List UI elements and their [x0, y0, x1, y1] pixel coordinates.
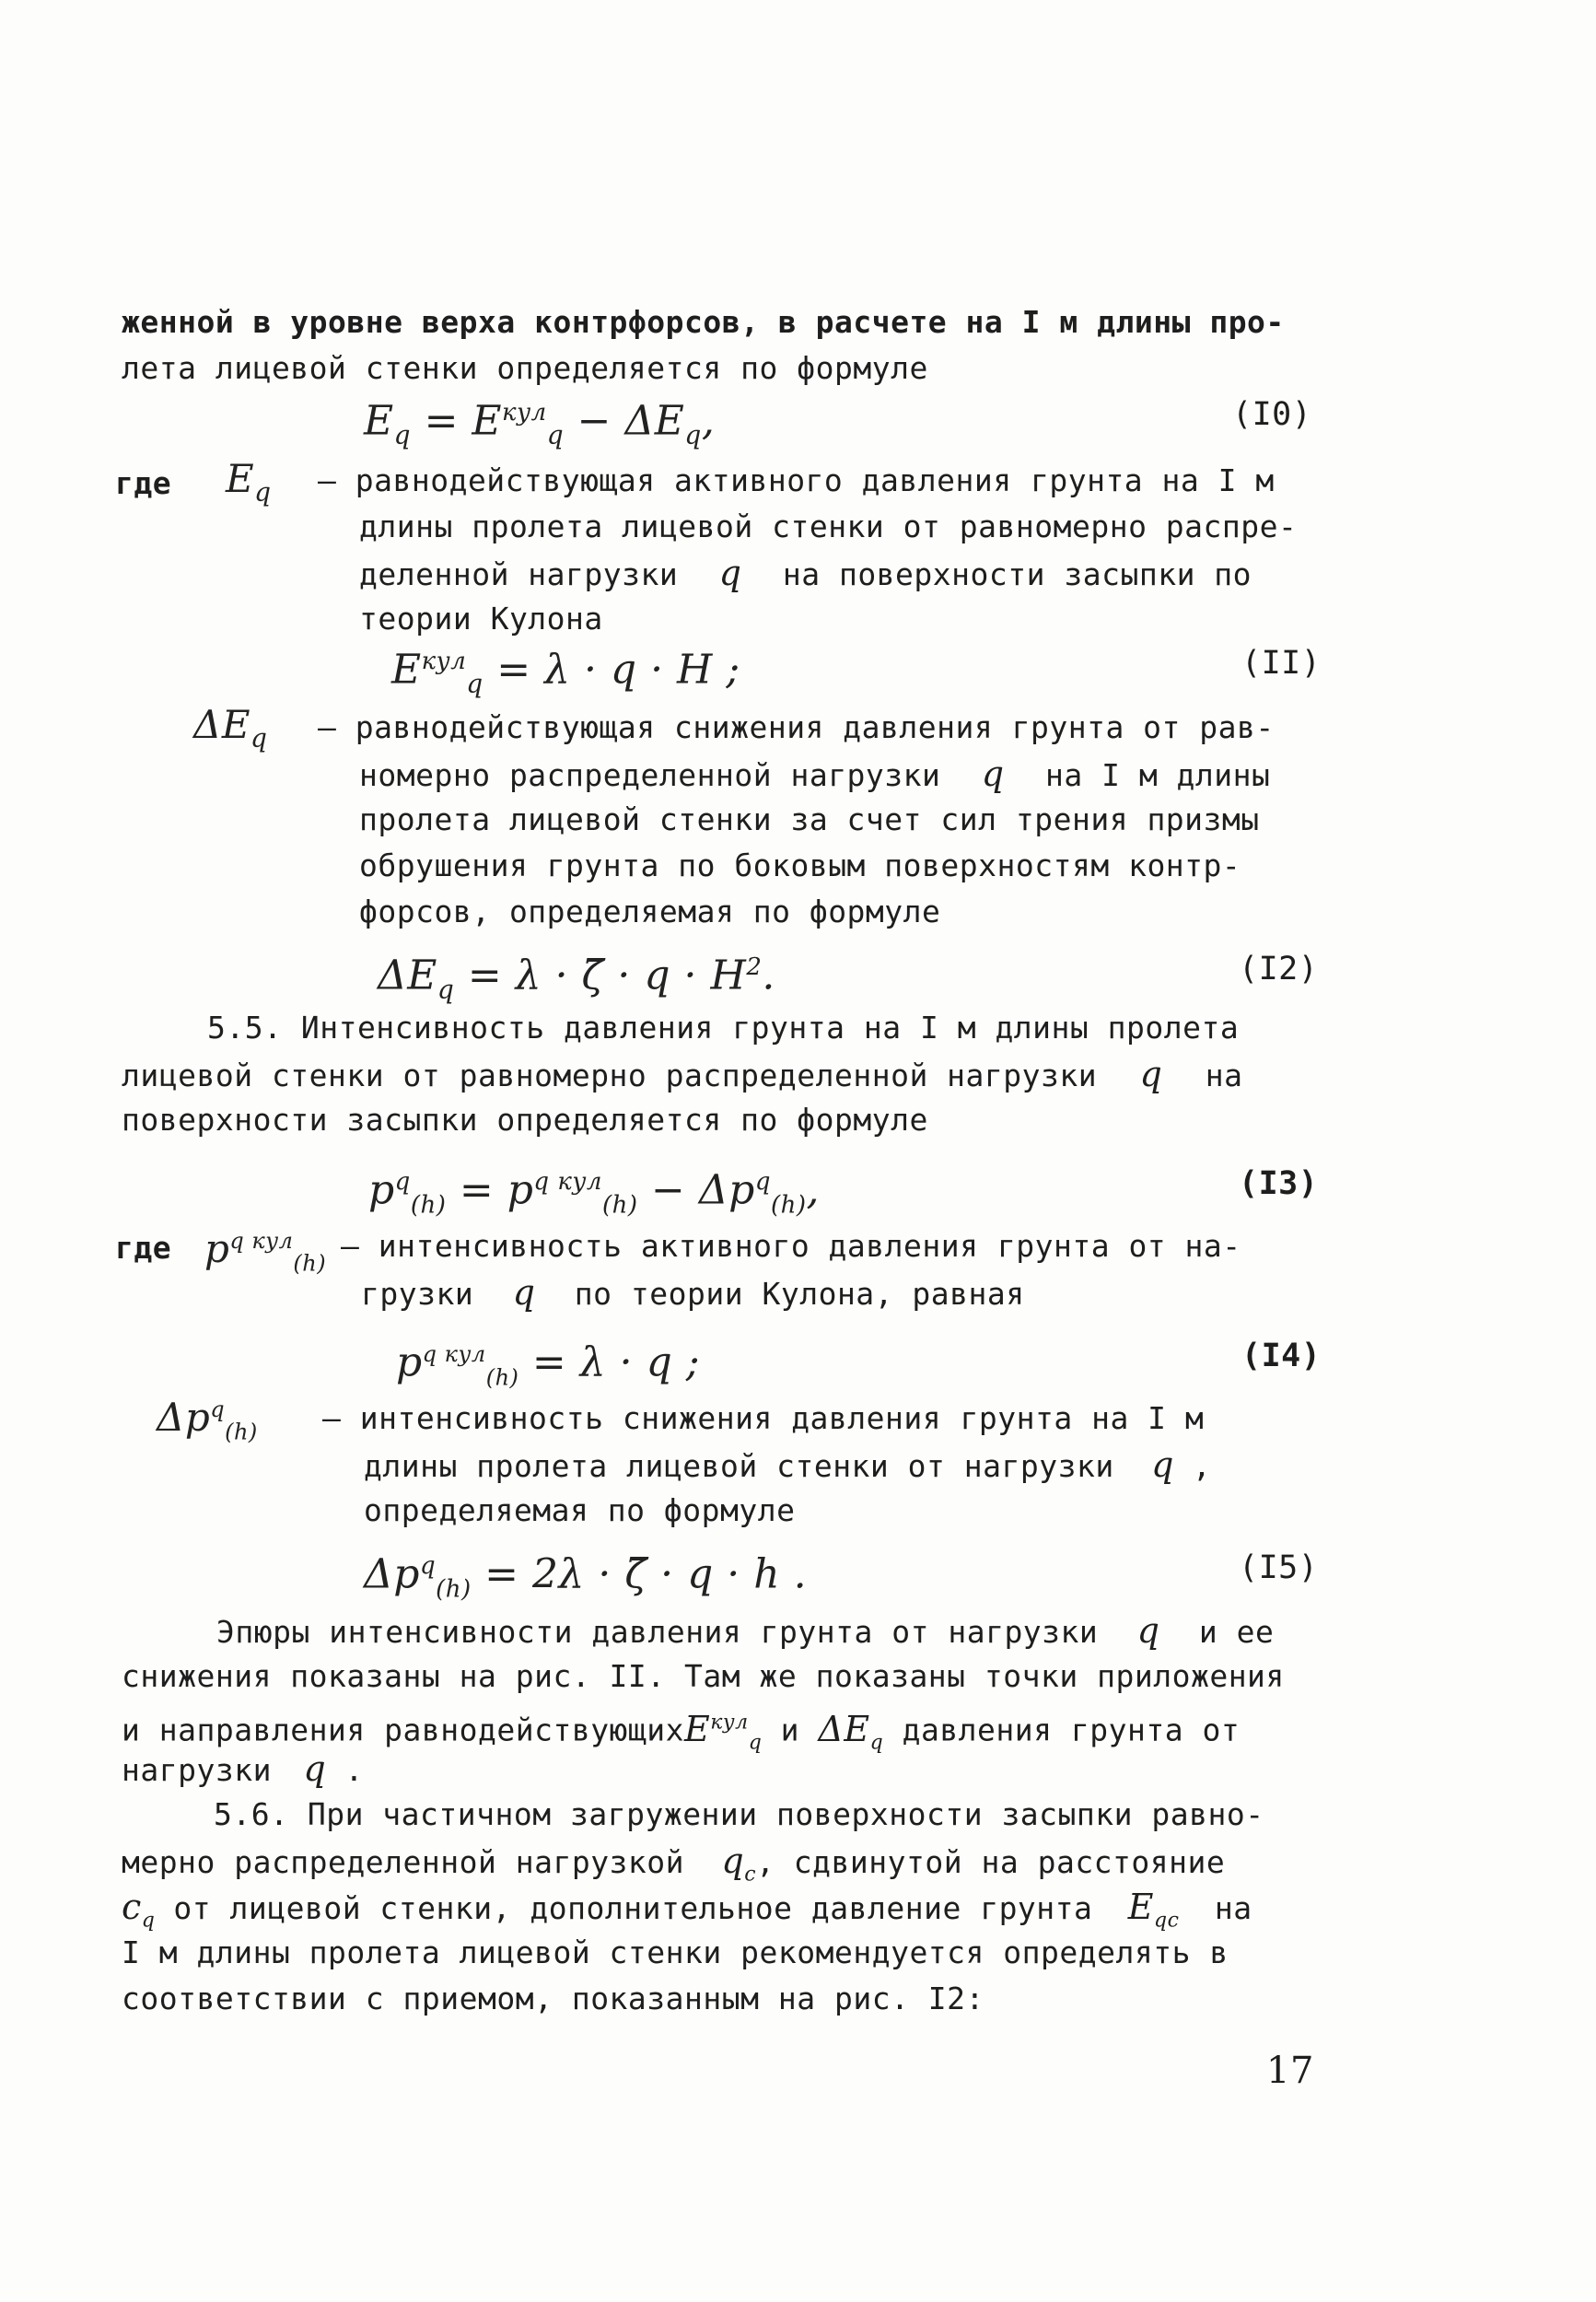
eq-sub: (h) [770, 1191, 807, 1220]
sym-sub: q [250, 722, 268, 754]
text: давления грунта от [902, 1712, 1241, 1748]
sym-q: q [1139, 1054, 1163, 1094]
eq-sub: q [546, 419, 565, 450]
symbol-pkul [204, 1218, 326, 1286]
eq-part: = λ · ζ̄ · q · H [467, 952, 747, 999]
sym-sub: q [869, 1731, 884, 1755]
text-line [122, 1750, 364, 1789]
text-line [364, 1446, 1211, 1485]
equation-10 [364, 387, 715, 461]
eq-part: = λ · q · H ; [496, 646, 740, 694]
eq-part: , [806, 1166, 821, 1214]
sym: E [684, 1708, 711, 1749]
sym-Ekul [684, 1708, 763, 1755]
sym-sub: q [254, 476, 272, 508]
eq-sup: q [754, 1168, 771, 1196]
text: мерно распределенной нагрузкой [122, 1844, 685, 1880]
equation-number: (I5) [1239, 1549, 1319, 1586]
text-line [122, 1888, 1252, 1940]
equation-12 [378, 941, 775, 1015]
text: длины пролета лицевой стенки от нагрузки [364, 1448, 1114, 1484]
where-label: где [115, 1230, 172, 1266]
equation-13 [368, 1156, 820, 1231]
text: деленной нагрузки [359, 556, 679, 592]
eq-sub: q [684, 419, 702, 450]
eq-sub: q [393, 419, 412, 450]
text-line: длины пролета лицевой стенки от равномерно распре- [359, 508, 1298, 544]
eq-part: = λ · q ; [531, 1338, 701, 1386]
text-line: определяемая по формуле [364, 1492, 796, 1528]
eq-sup: кул [502, 399, 547, 427]
text-line: обрушения грунта по боковым поверхностям контр- [359, 847, 1241, 883]
eq-sub: q [437, 974, 455, 1005]
sym-sub: q [141, 1909, 156, 1933]
text-line: снижения показаны на рис. II. Там же показаны точки приложения [122, 1658, 1285, 1694]
text-line [122, 1056, 1242, 1094]
eq-sup: кул [421, 648, 467, 675]
eq-part: ΔE [378, 952, 437, 999]
sym: c [122, 1887, 142, 1927]
text-line: пролета лицевой стенки за счет сил трения призмы [359, 801, 1260, 837]
text: женной в уровне верха контрфорсов, в расчете на I м длины про- [122, 304, 1285, 340]
text: и направления равнодействующих [122, 1712, 685, 1748]
eq-part: = p [459, 1166, 534, 1214]
eq-part: p [396, 1338, 423, 1386]
equation-number: (I3) [1239, 1165, 1319, 1202]
text: . [344, 1752, 364, 1788]
text: , сдвинутой на расстояние [756, 1844, 1226, 1880]
text-line: – равнодействующая активного давления грунта на I м [318, 462, 1275, 498]
equation-14 [396, 1328, 700, 1403]
eq-sub: (h) [601, 1191, 638, 1220]
eq-part: − Δp [651, 1166, 755, 1214]
equation-number: (I0) [1232, 396, 1312, 433]
equation-number: (I2) [1239, 951, 1319, 987]
text: лицевой стенки от равномерно распределенной нагрузки [122, 1058, 1098, 1093]
text: на I м длины [1044, 757, 1271, 793]
sym-sup: q [210, 1396, 226, 1422]
text: на поверхности засыпки по [782, 556, 1252, 592]
text-line [216, 1612, 1274, 1651]
text: и ее [1198, 1614, 1275, 1650]
text: грузки [361, 1276, 474, 1312]
equation-15 [364, 1540, 807, 1615]
text-line: соответствии с приемом, показанным на рис. I2: [122, 1981, 984, 2016]
sym-q: q [1151, 1444, 1174, 1485]
eq-part: Δp [364, 1550, 420, 1598]
eq-part: = E [424, 397, 503, 445]
text-line: I м длины пролета лицевой стенки рекомендуется определять в [122, 1934, 1229, 1970]
text-line: – интенсивность активного давления грунта от на- [341, 1228, 1241, 1264]
sym-sub: q [748, 1731, 763, 1755]
eq-sup: q кул [533, 1168, 602, 1196]
where-label: где [115, 465, 172, 501]
text: номерно распределенной нагрузки [359, 757, 941, 793]
text-line: поверхности засыпки определяется по формуле [122, 1102, 928, 1138]
sym-sub: qc [1154, 1909, 1180, 1933]
sym-Eqc [1127, 1887, 1180, 1933]
text: Эпюры интенсивности давления грунта от нагрузки [216, 1614, 1099, 1650]
text: нагрузки [122, 1752, 272, 1788]
text-line [122, 1842, 1225, 1894]
sym-cq [122, 1887, 156, 1933]
text: на [1214, 1890, 1252, 1926]
eq-part: − ΔE [577, 397, 685, 445]
text-line: теории Кулона [359, 601, 603, 637]
sym-sub: c [744, 1863, 757, 1887]
text-line: форсов, определяемая по формуле [359, 894, 941, 929]
text: , [1192, 1448, 1212, 1484]
eq-part: , [701, 397, 716, 445]
symbol-dp [157, 1386, 258, 1455]
eq-sub: (h) [410, 1191, 447, 1220]
sym-q: q [303, 1748, 327, 1789]
text: на [1205, 1058, 1243, 1093]
eq-sup: 2 [746, 953, 763, 981]
sym-q: q [981, 754, 1005, 794]
text-line: 5.5. Интенсивность давления грунта на I м длины пролета [207, 1010, 1240, 1046]
sym-q: q [512, 1272, 536, 1313]
text: по теории Кулона, равная [574, 1276, 1025, 1312]
equation-11 [391, 636, 740, 709]
text-line: – интенсивность снижения давления грунта на I м [322, 1400, 1205, 1436]
eq-part: = 2λ · ζ̄ · q · h . [484, 1550, 808, 1598]
eq-part: E [391, 646, 422, 694]
sym-sub: (h) [225, 1419, 258, 1445]
sym-q: q [1136, 1610, 1160, 1651]
text: и [780, 1712, 800, 1748]
sym: q [721, 1840, 745, 1881]
eq-sub: q [466, 668, 483, 699]
sym: ΔE [818, 1708, 870, 1749]
sym: E [1127, 1887, 1155, 1927]
text: от лицевой стенки, дополнительное давление грунта [173, 1890, 1093, 1926]
eq-part: E [364, 397, 394, 445]
eq-part: p [368, 1166, 395, 1214]
sym-sup: кул [710, 1711, 749, 1734]
sym-dEq [818, 1708, 884, 1755]
sym: E [226, 456, 255, 501]
equation-number: (I4) [1241, 1338, 1322, 1374]
text-line [359, 555, 1252, 593]
equation-number: (II) [1241, 645, 1322, 682]
sym-q: q [718, 553, 742, 593]
text-line [359, 755, 1270, 794]
eq-sup: q [419, 1552, 437, 1580]
text-line: – равнодействующая снижения давления грунта от рав- [318, 709, 1275, 745]
symbol-dEq [193, 702, 267, 761]
eq-sup: q кул [422, 1341, 486, 1367]
symbol-Eq [226, 456, 272, 515]
sym-qc [721, 1840, 757, 1887]
sym: p [204, 1226, 230, 1271]
eq-sub: (h) [485, 1364, 519, 1391]
sym: Δp [157, 1395, 211, 1440]
eq-part: . [762, 952, 775, 999]
eq-sup: q [394, 1168, 411, 1196]
sym-sup: q кул [229, 1228, 294, 1254]
page-number: 17 [1266, 2050, 1314, 2092]
text-line: лета лицевой стенки определяется по формуле [122, 350, 928, 386]
sym-sub: (h) [293, 1250, 327, 1277]
eq-sub: (h) [436, 1575, 472, 1604]
sym: ΔE [193, 702, 250, 747]
text-line [122, 304, 1285, 341]
text-line: 5.6. При частичном загружении поверхности засыпки равно- [214, 1796, 1264, 1832]
text-line [361, 1274, 1025, 1313]
